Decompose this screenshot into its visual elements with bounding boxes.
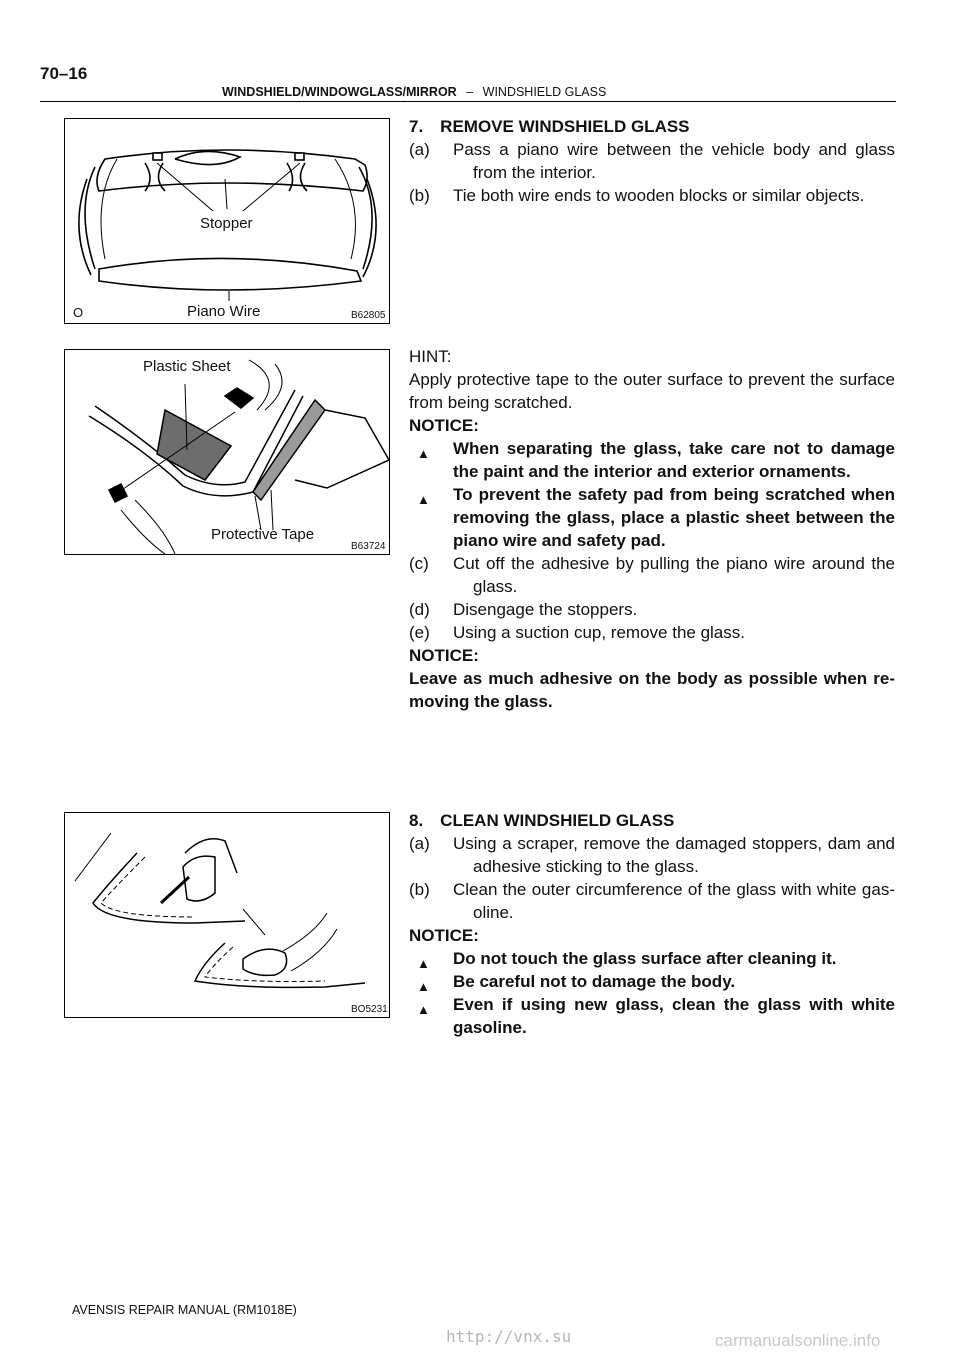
cleaning-illustration	[65, 813, 389, 1017]
step-8a-line1: Using a scraper, remove the damaged stoppers, dam and	[453, 834, 895, 853]
label-protective-tape: Protective Tape	[211, 526, 315, 543]
notice-triangle-icon: ▲	[417, 492, 430, 507]
notice-triangle-icon: ▲	[417, 956, 430, 971]
step-8a-label: (a)	[409, 834, 430, 853]
hint-line1: Apply protective tape to the outer surface to prevent the surface	[409, 370, 895, 389]
step-8b-line1: Clean the outer circumference of the glass with white gas-	[453, 880, 895, 899]
page-footer: AVENSIS REPAIR MANUAL (RM1018E)	[72, 1303, 297, 1317]
header-separator: –	[466, 85, 474, 99]
figure-mark: O	[73, 305, 84, 320]
figure-code: B62805	[351, 310, 386, 321]
header-subsection: WINDSHIELD GLASS	[482, 85, 607, 99]
figure-clean-glass	[64, 812, 390, 1018]
notice-2-line3: piano wire and safety pad.	[453, 531, 666, 550]
step-7c-line1: Cut off the adhesive by pulling the piano wire around the	[453, 554, 895, 573]
step-7c-label: (c)	[409, 554, 429, 573]
step-7e-text: Using a suction cup, remove the glass.	[453, 623, 745, 642]
hint-line2: from being scratched.	[409, 393, 573, 412]
step-7b-label: (b)	[409, 186, 430, 205]
notice-label-3: NOTICE:	[409, 926, 479, 945]
notice-1-line1: When separating the glass, take care not to damage	[453, 439, 895, 458]
label-plastic-sheet: Plastic Sheet	[143, 358, 231, 375]
notice-8-3-line2: gasoline.	[453, 1018, 527, 1037]
step-7c-line2: glass.	[473, 577, 518, 596]
header-rule	[40, 101, 896, 102]
notice-1-line2: the paint and the interior and exterior ornaments.	[453, 462, 851, 481]
step-7d-text: Disengage the stoppers.	[453, 600, 638, 619]
figure-protective-tape	[64, 349, 390, 555]
step-7a-line2: from the interior.	[473, 163, 596, 182]
step-7a-line1: Pass a piano wire between the vehicle body and glass	[453, 140, 895, 159]
step-7b-text: Tie both wire ends to wooden blocks or similar objects.	[453, 186, 865, 205]
header-section: WINDSHIELD/WINDOWGLASS/MIRROR	[222, 85, 457, 99]
step-7e-label: (e)	[409, 623, 430, 642]
watermark-site: carmanualsonline.info	[715, 1331, 881, 1350]
step-7-title: 7. REMOVE WINDSHIELD GLASS	[409, 117, 690, 136]
label-stopper: Stopper	[200, 215, 253, 232]
figure-code: B63724	[351, 541, 386, 552]
notice-triangle-icon: ▲	[417, 446, 430, 461]
notice-8-3-line1: Even if using new glass, clean the glass with white	[453, 995, 895, 1014]
step-8-title: 8. CLEAN WINDSHIELD GLASS	[409, 811, 675, 830]
page-number: 70–16	[40, 64, 88, 83]
figure-piano-wire	[64, 118, 390, 324]
figure-code: BO5231	[351, 1004, 388, 1015]
label-piano-wire: Piano Wire	[187, 303, 261, 320]
notice-adhesive-line2: moving the glass.	[409, 692, 553, 711]
step-8b-label: (b)	[409, 880, 430, 899]
notice-adhesive-line1: Leave as much adhesive on the body as possible when re-	[409, 669, 895, 688]
tape-sheet-illustration	[65, 350, 389, 554]
notice-triangle-icon: ▲	[417, 979, 430, 994]
notice-2-line1: To prevent the safety pad from being scratched when	[453, 485, 895, 504]
notice-8-1: Do not touch the glass surface after cleaning it.	[453, 949, 837, 968]
notice-triangle-icon: ▲	[417, 1002, 430, 1017]
notice-label-1: NOTICE:	[409, 416, 479, 435]
step-8b-line2: oline.	[473, 903, 514, 922]
step-8a-line2: adhesive sticking to the glass.	[473, 857, 699, 876]
notice-label-2: NOTICE:	[409, 646, 479, 665]
notice-2-line2: removing the glass, place a plastic sheet between the	[453, 508, 895, 527]
page-header	[222, 85, 606, 99]
notice-8-2: Be careful not to damage the body.	[453, 972, 736, 991]
watermark-link[interactable]: http://vnx.su	[446, 1327, 572, 1346]
step-7d-label: (d)	[409, 600, 430, 619]
step-7a-label: (a)	[409, 140, 430, 159]
hint-label: HINT:	[409, 347, 452, 366]
